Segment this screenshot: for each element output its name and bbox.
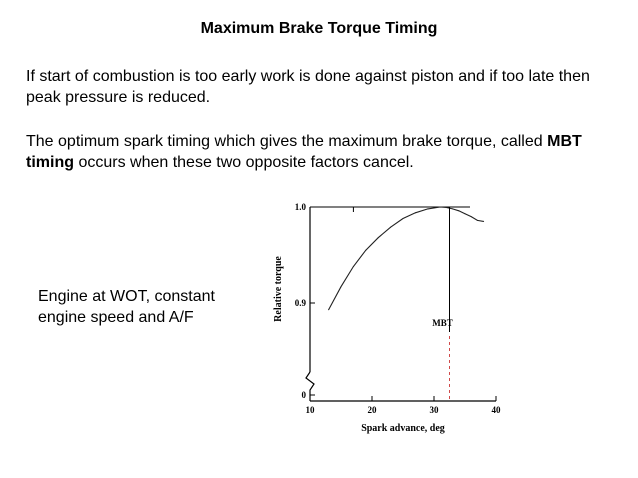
torque-curve-point-7 bbox=[415, 212, 416, 213]
y-tick-label-2: 0 bbox=[301, 390, 306, 400]
paragraph-mbt-after: occurs when these two opposite factors cancel. bbox=[74, 154, 414, 171]
x-tick-label-0: 10 bbox=[305, 405, 315, 415]
x-tick-label-2: 30 bbox=[429, 405, 439, 415]
torque-curve-point-13 bbox=[458, 210, 459, 211]
mbt-annotation-label: MBT bbox=[432, 318, 453, 328]
torque-curve-point-6 bbox=[403, 218, 404, 219]
engine-conditions-line2: engine speed and A/F bbox=[38, 309, 194, 326]
torque-curve-point-14 bbox=[465, 213, 466, 214]
torque-curve-point-10 bbox=[440, 207, 441, 208]
torque-curve-point-15 bbox=[471, 216, 472, 217]
mbt-timing-term: MBT timing bbox=[26, 133, 582, 171]
torque-curve-point-5 bbox=[390, 227, 391, 228]
torque-curve-point-1 bbox=[341, 286, 342, 287]
engine-conditions-line1: Engine at WOT, constant bbox=[38, 288, 215, 305]
torque-curve-point-4 bbox=[378, 237, 379, 238]
paragraph-combustion-timing: If start of combustion is too early work is done against piston and if too late then peak pressure is reduced. bbox=[26, 68, 590, 106]
torque-curve-point-3 bbox=[365, 250, 366, 251]
y-tick-label-0: 1.0 bbox=[294, 202, 306, 212]
torque-curve-point-16 bbox=[477, 220, 478, 221]
x-tick-label-1: 20 bbox=[367, 405, 377, 415]
torque-curve-point-11 bbox=[446, 207, 447, 208]
torque-curve-point-2 bbox=[353, 266, 354, 267]
x-axis-label: Spark advance, deg bbox=[361, 423, 445, 434]
torque-curve-point-8 bbox=[427, 208, 428, 209]
torque-curve-point-12 bbox=[452, 208, 453, 209]
x-tick-label-3: 40 bbox=[491, 405, 501, 415]
torque-curve-line bbox=[329, 207, 484, 310]
torque-curve-point-17 bbox=[483, 221, 484, 222]
torque-curve-point-9 bbox=[434, 208, 435, 209]
y-axis-label: Relative torque bbox=[273, 256, 284, 322]
paragraph-mbt-before: The optimum spark timing which gives the maximum brake torque, called bbox=[26, 133, 548, 150]
torque-curve-point-0 bbox=[328, 309, 329, 310]
page-title: Maximum Brake Torque Timing bbox=[200, 20, 438, 37]
y-tick-label-1: 0.9 bbox=[294, 298, 306, 308]
